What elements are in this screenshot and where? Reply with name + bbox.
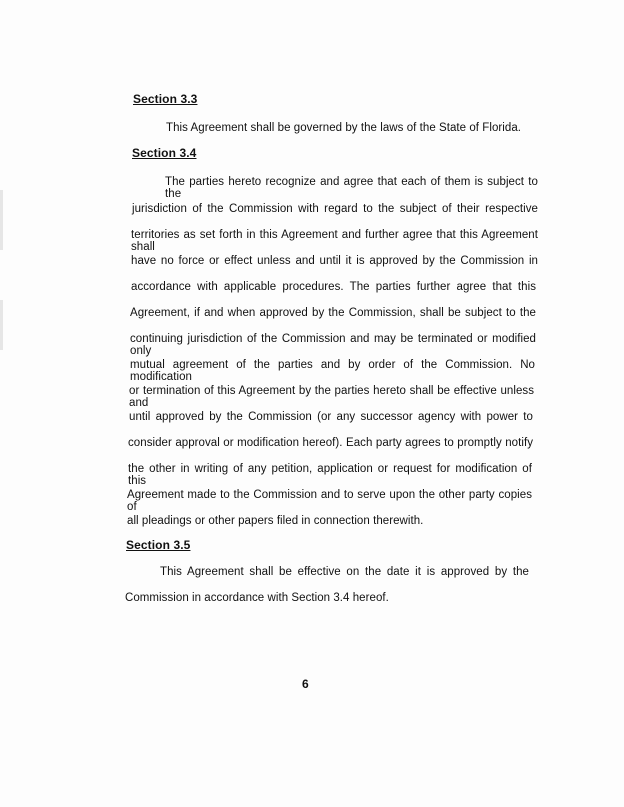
paragraph-line: continuing jurisdiction of the Commission and may be terminated or modified only	[130, 333, 536, 357]
paragraph-line: the other in writing of any petition, application or request for modification of this	[128, 463, 532, 487]
paragraph-line: until approved by the Commission (or any successor agency with power to	[129, 411, 533, 423]
paragraph-line: jurisdiction of the Commission with regard to the subject of their respective	[132, 203, 538, 215]
paragraph-line: Agreement, if and when approved by the Commission, shall be subject to the	[130, 307, 536, 319]
paragraph-line: The parties hereto recognize and agree that each of them is subject to the	[165, 176, 538, 200]
paragraph-line: consider approval or modification hereof). Each party agrees to promptly notify	[128, 437, 533, 449]
paragraph-line: accordance with applicable procedures. The parties further agree that this	[131, 281, 536, 293]
paragraph-line: have no force or effect unless and until it is approved by the Commission in	[131, 255, 538, 267]
section-heading: Section 3.3	[133, 92, 198, 106]
paragraph-line: all pleadings or other papers filed in connection therewith.	[127, 515, 424, 527]
section-heading: Section 3.4	[132, 146, 197, 160]
paragraph-line: Agreement made to the Commission and to serve upon the other party copies of	[127, 489, 532, 513]
paragraph-line: This Agreement shall be effective on the date it is approved by the	[160, 566, 529, 578]
paragraph-line: This Agreement shall be governed by the laws of the State of Florida.	[166, 122, 522, 134]
scan-edge-mark	[0, 190, 3, 250]
paragraph-line: or termination of this Agreement by the parties hereto shall be effective unless and	[129, 385, 534, 409]
section-heading: Section 3.5	[126, 538, 191, 552]
page-number: 6	[302, 677, 309, 691]
scan-edge-mark	[0, 300, 3, 350]
paragraph-line: Commission in accordance with Section 3.4 hereof.	[125, 592, 389, 604]
paragraph-line: territories as set forth in this Agreement and further agree that this Agreement shall	[131, 229, 538, 253]
paragraph-line: mutual agreement of the parties and by order of the Commission. No modification	[130, 359, 535, 383]
